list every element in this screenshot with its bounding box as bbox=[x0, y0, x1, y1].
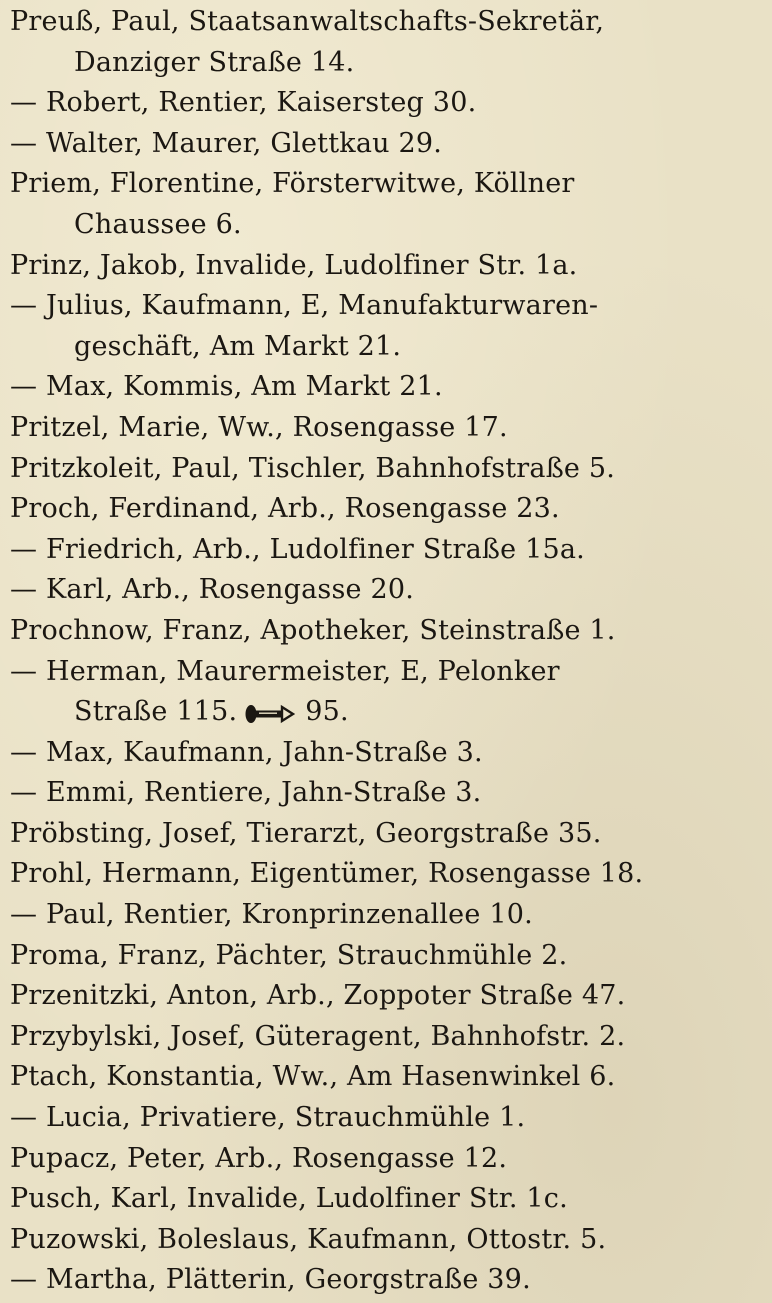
entry-continuation: Chaussee 6. bbox=[74, 208, 242, 240]
telephone-receiver-icon bbox=[245, 704, 295, 724]
entry-line: Pupacz, Peter, Arb., Rosengasse 12. bbox=[10, 1142, 508, 1174]
entry-line: Preuß, Paul, Staatsanwaltschafts-Sekretär, bbox=[10, 6, 605, 37]
entry-line: Pritzel, Marie, Ww., Rosengasse 17. bbox=[10, 411, 508, 443]
entry-line: — Emmi, Rentiere, Jahn-Straße 3. bbox=[10, 777, 482, 809]
entry-line: — Friedrich, Arb., Ludolfiner Straße 15a. bbox=[10, 533, 585, 565]
entry-line: Pusch, Karl, Invalide, Ludolfiner Str. 1c. bbox=[10, 1183, 568, 1215]
entry-continuation: geschäft, Am Markt 21. bbox=[74, 330, 402, 362]
entry-line: Prinz, Jakob, Invalide, Ludolfiner Str. 1a. bbox=[10, 249, 578, 281]
entry-line: Pröbsting, Josef, Tierarzt, Georgstraße 35. bbox=[10, 817, 602, 849]
entry-line: Prohl, Hermann, Eigentümer, Rosengasse 18. bbox=[10, 858, 644, 890]
entry-line: Pritzkoleit, Paul, Tischler, Bahnhofstraße 5. bbox=[10, 452, 616, 484]
entry-line: Proch, Ferdinand, Arb., Rosengasse 23. bbox=[10, 493, 560, 525]
entry-line: Priem, Florentine, Försterwitwe, Köllner bbox=[10, 168, 575, 200]
entry-line: — Julius, Kaufmann, E, Manufakturwaren- bbox=[10, 290, 599, 322]
entry-line: Ptach, Konstantia, Ww., Am Hasenwinkel 6. bbox=[10, 1061, 616, 1093]
entry-line: — Max, Kommis, Am Markt 21. bbox=[10, 371, 443, 403]
entry-line: — Robert, Rentier, Kaisersteg 30. bbox=[10, 87, 477, 119]
entry-line: Proma, Franz, Pächter, Strauchmühle 2. bbox=[10, 939, 568, 971]
entry-continuation: Danziger Straße 14. bbox=[74, 46, 355, 78]
entry-line: Przybylski, Josef, Güteragent, Bahnhofstr. 2. bbox=[10, 1020, 626, 1052]
entry-line: — Walter, Maurer, Glettkau 29. bbox=[10, 127, 443, 159]
entry-line: — Lucia, Privatiere, Strauchmühle 1. bbox=[10, 1102, 526, 1134]
entry-line: — Max, Kaufmann, Jahn-Straße 3. bbox=[10, 736, 483, 768]
entry-line: — Karl, Arb., Rosengasse 20. bbox=[10, 574, 414, 606]
entry-line: — Paul, Rentier, Kronprinzenallee 10. bbox=[10, 899, 533, 931]
entry-line: Puzowski, Boleslaus, Kaufmann, Ottostr. 5. bbox=[10, 1223, 607, 1255]
entry-continuation: Straße 115. 95. bbox=[74, 696, 349, 728]
entry-line: Przenitzki, Anton, Arb., Zoppoter Straße 47. bbox=[10, 980, 626, 1012]
entry-line: Prochnow, Franz, Apotheker, Steinstraße 1. bbox=[10, 614, 616, 646]
entry-line: — Herman, Maurermeister, E, Pelonker bbox=[10, 655, 560, 687]
entry-line: — Martha, Plätterin, Georgstraße 39. bbox=[10, 1264, 531, 1296]
